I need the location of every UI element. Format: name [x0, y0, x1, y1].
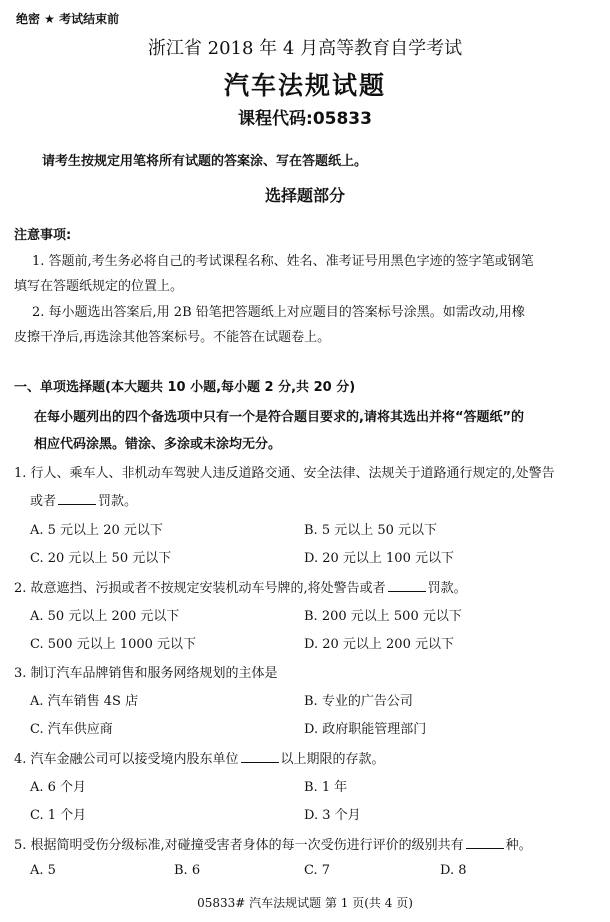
q2-option-a: A. 50 元以上 200 元以下: [30, 609, 180, 624]
exam-name: 浙江省 2018 年 4 月高等教育自学考试: [147, 38, 463, 59]
q3-option-b: B. 专业的广告公司: [304, 694, 413, 709]
course-code: 课程代码:05833: [238, 109, 372, 129]
page-footer: 05833# 汽车法规试题 第 1 页(共 4 页): [197, 896, 413, 910]
q3-text: 3. 制订汽车品牌销售和服务网络规划的主体是: [14, 666, 278, 681]
q1-post: 罚款。: [98, 494, 138, 509]
note-1-line-1: 1. 答题前,考生务必将自己的考试课程名称、姓名、准考证号用黑色字迹的签字笔或钢笔: [32, 254, 534, 269]
q2-option-d: D. 20 元以上 200 元以下: [304, 637, 454, 652]
q1-option-d: D. 20 元以上 100 元以下: [304, 551, 454, 566]
q5-blank: [466, 847, 504, 849]
part1-desc-line-1: 在每小题列出的四个备选项中只有一个是符合题目要求的,请将其选出并将“答题纸”的: [34, 410, 525, 425]
q3-option-c: C. 汽车供应商: [30, 722, 113, 737]
q3-option-d: D. 政府职能管理部门: [304, 722, 427, 737]
q5-option-b: B. 6: [174, 863, 201, 878]
confidential-label: 绝密 ★ 考试结束前: [16, 12, 120, 26]
part1-desc-line-2: 相应代码涂黑。错涂、多涂或未涂均无分。: [34, 437, 282, 452]
q4-option-a: A. 6 个月: [30, 780, 87, 795]
q1-text: 1. 行人、乘车人、非机动车驾驶人违反道路交通、安全法律、法规关于道路通行规定的,处警告: [14, 466, 555, 481]
q2-option-b: B. 200 元以上 500 元以下: [304, 609, 462, 624]
q5-option-d: D. 8: [440, 863, 467, 878]
section-title: 选择题部分: [264, 186, 345, 205]
q1-option-b: B. 5 元以上 50 元以下: [304, 523, 438, 538]
q5-post: 种。: [505, 838, 532, 853]
q2-blank: [388, 590, 426, 592]
q5-text: [14, 834, 532, 853]
q1-text-cont: [30, 490, 137, 509]
q4-text: [14, 748, 385, 767]
page-title: 汽车法规试题: [223, 71, 386, 100]
q5-option-c: C. 7: [304, 863, 331, 878]
q4-pre: 4. 汽车金融公司可以接受境内股东单位: [14, 752, 239, 767]
note-1-line-2: 填写在答题纸规定的位置上。: [14, 279, 184, 294]
notes-heading: 注意事项:: [14, 228, 72, 243]
q2-text: [14, 577, 467, 596]
q1-blank: [58, 503, 96, 505]
part1-heading: 一、单项选择题(本大题共 10 小题,每小题 2 分,共 20 分): [14, 380, 356, 395]
note-2-line-1: 2. 每小题选出答案后,用 2B 铅笔把答题纸上对应题目的答案标号涂黑。如需改动,用橡: [32, 305, 525, 320]
q4-option-b: B. 1 年: [304, 780, 348, 795]
q1-option-c: C. 20 元以上 50 元以下: [30, 551, 172, 566]
q5-option-a: A. 5: [30, 863, 56, 878]
q2-option-c: C. 500 元以上 1000 元以下: [30, 637, 197, 652]
instruction: 请考生按规定用笔将所有试题的答案涂、写在答题纸上。: [42, 154, 368, 169]
q2-pre: 2. 故意遮挡、污损或者不按规定安装机动车号牌的,将处警告或者: [14, 581, 386, 596]
q2-post: 罚款。: [427, 581, 467, 596]
q4-blank: [241, 761, 279, 763]
q4-option-c: C. 1 个月: [30, 808, 87, 823]
note-2-line-2: 皮擦干净后,再选涂其他答案标号。不能答在试题卷上。: [14, 330, 331, 345]
q5-pre: 5. 根据简明受伤分级标准,对碰撞受害者身体的每一次受伤进行评价的级别共有: [14, 838, 464, 853]
q4-option-d: D. 3 个月: [304, 808, 361, 823]
q1-option-a: A. 5 元以上 20 元以下: [30, 523, 163, 538]
q3-option-a: A. 汽车销售 4S 店: [30, 694, 139, 709]
q1-pre: 或者: [30, 494, 57, 509]
q4-post: 以上期限的存款。: [280, 752, 385, 767]
